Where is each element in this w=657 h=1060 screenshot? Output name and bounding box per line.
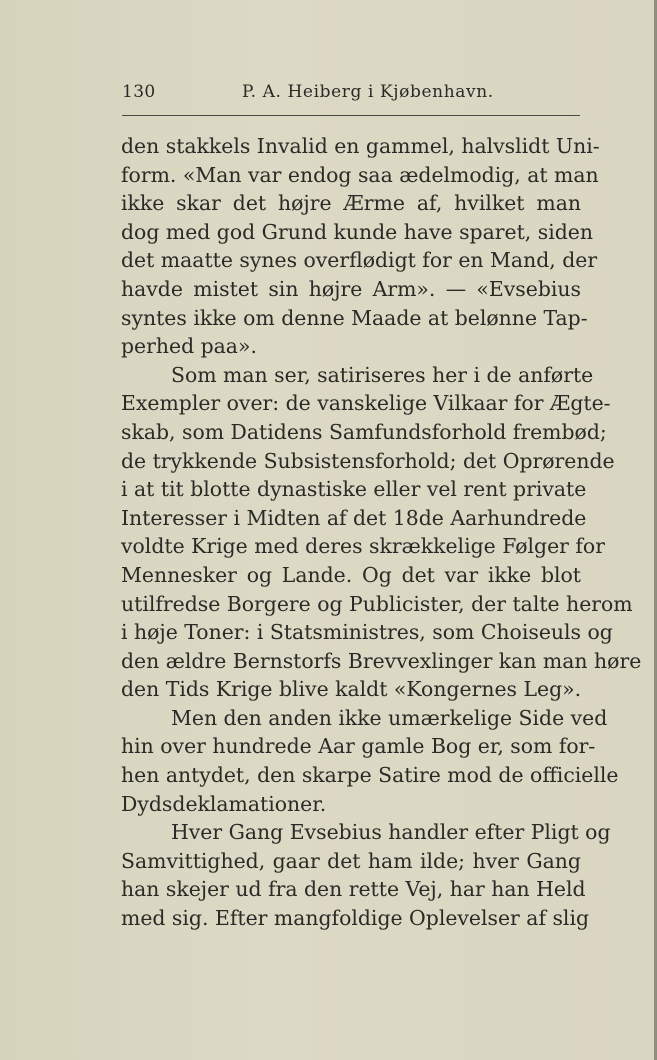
text-line: Som man ser, satiriseres her i de anførte [171,362,594,387]
text-line: Hver Gang Evsebius handler efter Pligt og [171,820,611,845]
text-line: i høje Toner: i Statsministres, som Choiseuls og [121,620,613,645]
text-line: den ældre Bernstorfs Brevvexlinger kan man høre [121,648,642,673]
text-line: form. «Man var endog saa ædelmodig, at man [121,162,599,187]
text-line: han skejer ud fra den rette Vej, har han Held [121,877,586,902]
text-line: havde mistet sin højre Arm». — «Evsebius [121,276,581,301]
text-line: hen antydet, den skarpe Satire mod de officielle [121,763,619,788]
header-rule [122,115,580,116]
body-text [121,132,642,933]
text-line: Dydsdeklamationer. [121,791,327,816]
text-line: Exempler over: de vanskelige Vilkaar for Ægte- [121,391,611,416]
text-line: utilfredse Borgere og Publicister, der talte herom [121,591,633,616]
text-line: de trykkende Subsistensforhold; det Oprørende [121,448,615,473]
text-line: det maatte synes overflødigt for en Mand, der [121,248,598,273]
text-line: Interesser i Midten af det 18de Aarhundrede [121,505,587,530]
text-line: dog med god Grund kunde have sparet, siden [121,219,593,244]
text-line: Mennesker og Lande. Og det var ikke blot [121,562,581,587]
text-line: Men den anden ikke umærkelige Side ved [171,705,608,730]
text-line: skab, som Datidens Samfundsforhold frembød; [121,419,607,444]
text-line: hin over hundrede Aar gamle Bog er, som for- [121,734,596,759]
page-header [122,82,580,108]
text-line: med sig. Efter mangfoldige Oplevelser af slig [121,906,590,931]
text-line: den stakkels Invalid en gammel, halvslidt Uni- [121,134,600,158]
page-number: 130 [122,82,156,102]
running-title: P. A. Heiberg i Kjøbenhavn. [242,82,494,102]
text-line: perhed paa». [121,334,257,359]
text-line: den Tids Krige blive kaldt «Kongernes Leg». [121,677,582,702]
text-line: ikke skar det højre Ærme af, hvilket man [121,191,581,216]
text-line: voldte Krige med deres skrækkelige Følger for [121,534,605,559]
text-line: syntes ikke om denne Maade at belønne Tap- [121,305,588,330]
text-line: i at tit blotte dynastiske eller vel rent private [121,477,587,502]
text-line: Samvittighed, gaar det ham ilde; hver Gang [121,848,581,873]
